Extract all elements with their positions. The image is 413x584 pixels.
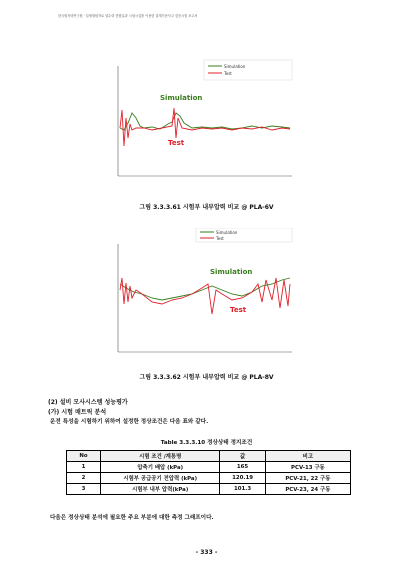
table-header-cell: 비고: [265, 451, 350, 462]
section-paragraph: 운전 특성을 시험하기 위하여 설정한 정상조건은 다음 표와 같다.: [50, 419, 209, 425]
legend-simulation-2: Simulation: [216, 230, 238, 235]
legend-test-2: Test: [216, 236, 224, 241]
annotation-test-2: Test: [230, 306, 247, 314]
page-number: - 333 -: [195, 549, 218, 556]
table-cell: 1: [67, 462, 101, 473]
pressure-chart-2: [112, 228, 296, 356]
legend-test-1: Test: [224, 71, 232, 76]
table-cell: 101.3: [220, 484, 265, 495]
section-subheading: (가) 시험 매트릭 분석: [48, 409, 107, 416]
figure-caption-2: 그림 3.3.3.62 시험부 내부압력 비교 @ PLA-8V: [139, 374, 274, 381]
page-header: 한국원자력연구원 · 일체형원자로 열수력 종합효과 시험시설을 이용한 설계기준사고 검증시험 보고서: [58, 14, 198, 18]
figure-caption-1: 그림 3.3.3.61 시험부 내부압력 비교 @ PLA-6V: [139, 204, 274, 211]
table-cell: PCV-23, 24 구동: [265, 484, 350, 495]
table-cell: 시험부 내부 압력(kPa): [101, 484, 220, 495]
table-row: [67, 473, 351, 484]
section-heading: (2) 설비 모사시스템 성능평가: [48, 399, 128, 406]
annotation-test-1: Test: [168, 139, 185, 147]
table-header-cell: 값: [220, 451, 265, 462]
table-cell: 120.19: [220, 473, 265, 484]
pressure-chart-1: [112, 58, 296, 186]
table-cell: 압축기 배압 (kPa): [101, 462, 220, 473]
annotation-simulation-1: Simulation: [160, 94, 203, 102]
table-cell: 165: [220, 462, 265, 473]
table-cell: 시험부 공급공기 전압력 (kPa): [101, 473, 220, 484]
table-cell: PCV-13 구동: [265, 462, 350, 473]
table-title: Table 3.3.3.10 정상상태 정지조건: [160, 440, 253, 446]
table-header-row: [67, 451, 351, 462]
table-header-cell: 시험 조건 /계통명: [101, 451, 220, 462]
table-header-cell: No: [67, 451, 101, 462]
closing-paragraph: 다음은 정상상태 분석에 필요한 주요 부분에 대한 측정 그래프이다.: [50, 515, 214, 521]
table-cell: 3: [67, 484, 101, 495]
spec-table: [66, 450, 351, 495]
table-cell: PCV-21, 22 구동: [265, 473, 350, 484]
annotation-simulation-2: Simulation: [210, 268, 253, 276]
table-row: [67, 462, 351, 473]
table-row: [67, 484, 351, 495]
legend-simulation-1: Simulation: [224, 64, 246, 69]
table-cell: 2: [67, 473, 101, 484]
